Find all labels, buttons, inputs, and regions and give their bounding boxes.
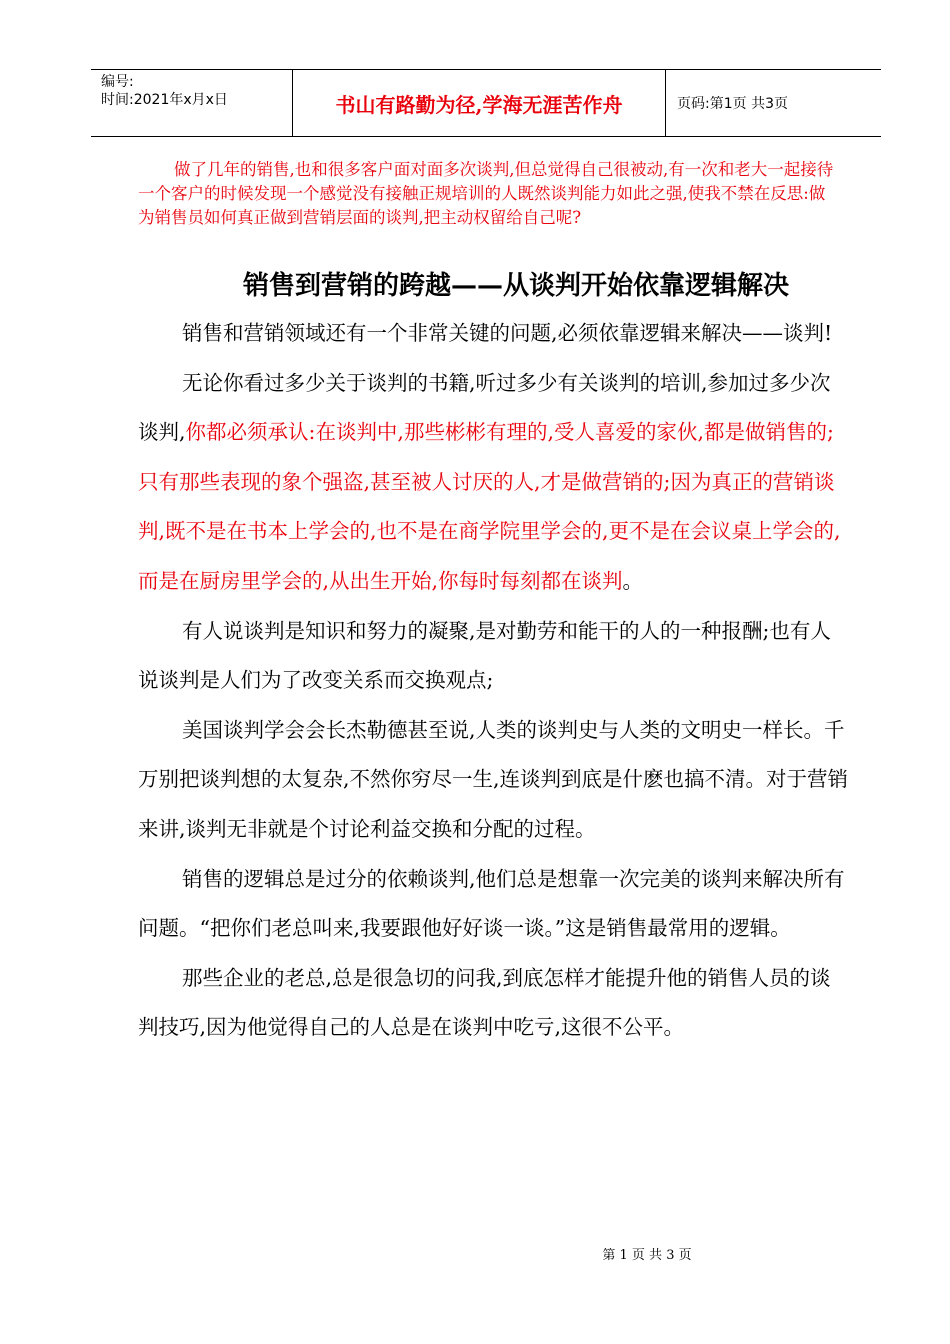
header-motto: 书山有路勤为径,学海无涯苦作舟 <box>293 70 666 136</box>
paragraph-4: 美国谈判学会会长杰勒德甚至说,人类的谈判史与人类的文明史一样长。千万别把谈判想的太复杂,不然你穷尽一生,连谈判到底是什麽也搞不清。对于营销来讲,谈判无非就是个讨论利益交换和分配的过程。 <box>138 717 849 841</box>
paragraph-2-start: 无论你看过多少关于谈判的书籍,听过多少有关谈判的培训,参加过多少次谈判, <box>138 370 831 445</box>
article-body <box>138 309 850 1053</box>
paragraph-3: 有人说谈判是知识和努力的凝聚,是对勤劳和能干的人的一种报酬;也有人说谈判是人们为了改变关系而交换观点; <box>138 618 831 693</box>
number-label: 编号: <box>101 74 134 90</box>
page-header <box>91 69 881 137</box>
paragraph-1: 销售和营销领域还有一个非常关键的问题,必须依靠逻辑来解决——谈判! <box>182 321 833 345</box>
paragraph-6: 那些企业的老总,总是很急切的问我,到底怎样才能提升他的销售人员的谈判技巧,因为他觉得自己的人总是在谈判中吃亏,这很不公平。 <box>138 965 831 1040</box>
paragraph-2-end: 。 <box>622 568 644 593</box>
article-title: 销售到营销的跨越——从谈判开始依靠逻辑解决 <box>242 271 789 301</box>
page-footer: 第 1 页 共 3 页 <box>602 1248 692 1263</box>
intro-paragraph: 做了几年的销售,也和很多客户面对面多次谈判,但总觉得自己很被动,有一次和老大一起接待一个客户的时候发现一个感觉没有接触正规培训的人既然谈判能力如此之强,使我不禁在反思:做为销售员如何真正做到营销层面的谈判,把主动权留给自己呢? <box>138 160 834 227</box>
paragraph-2-highlight: 你都必须承认:在谈判中,那些彬彬有理的,受人喜爱的家伙,都是做销售的;只有那些表现的象个强盗,甚至被人讨厌的人,才是做营销的;因为真正的营销谈判,既不是在书本上学会的,也不是在商学院里学会的,更不是在会议桌上学会的,而是在厨房里学会的,从出生开始,你每时每刻都在谈判 <box>138 420 841 593</box>
header-page-info: 页码:第1页 共3页 <box>677 96 788 112</box>
time-label: 时间:2021年x月x日 <box>101 92 228 108</box>
paragraph-5: 销售的逻辑总是过分的依赖谈判,他们总是想靠一次完美的谈判来解决所有问题。“把你们老总叫来,我要跟他好好谈一谈。”这是销售最常用的逻辑。 <box>138 866 845 941</box>
paragraph-2 <box>138 359 850 607</box>
header-meta <box>91 70 293 136</box>
